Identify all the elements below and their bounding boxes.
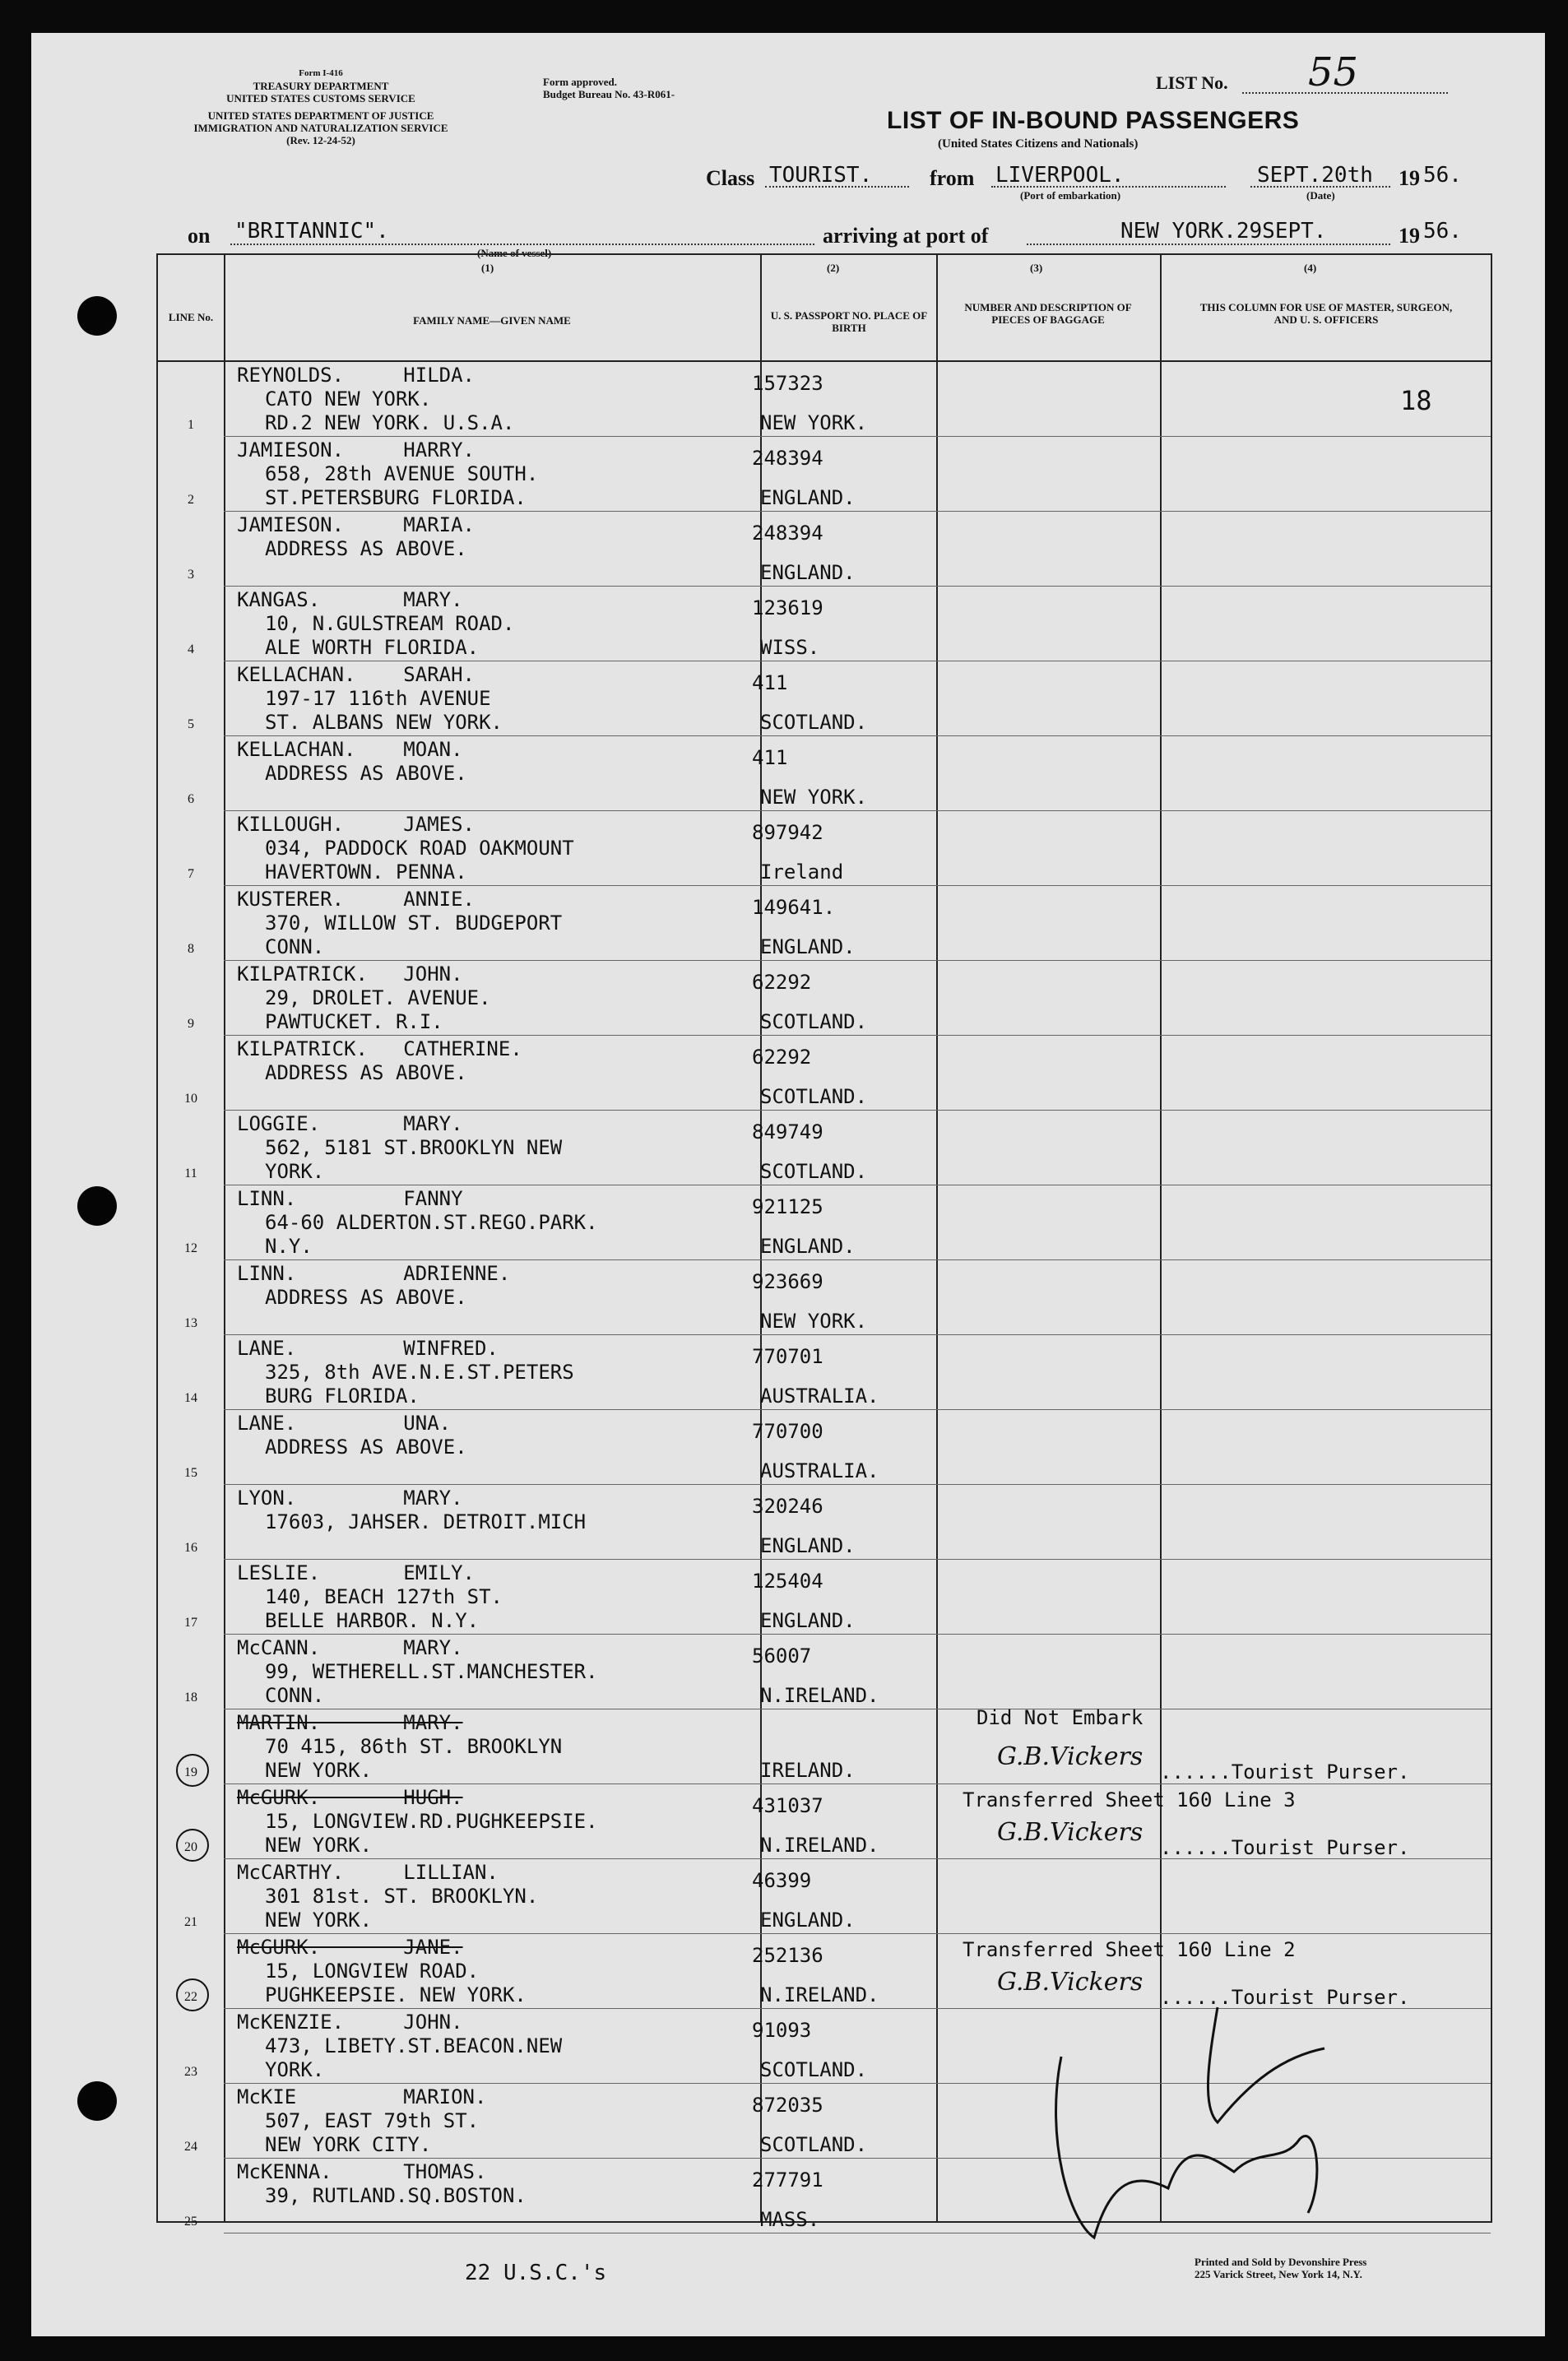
address-line2: ST. ALBANS NEW YORK. [265, 711, 503, 734]
line-number: 19 [184, 1765, 197, 1779]
passenger-name: McCARTHY. LILLIAN. [237, 1861, 499, 1884]
line-number: 8 [188, 942, 194, 956]
col-header-baggage: NUMBER AND DESCRIPTION OF PIECES OF BAGGAGE [964, 301, 1132, 326]
passport-number: 46399 [752, 1869, 812, 1892]
place-of-birth: ENGLAND. [760, 561, 856, 584]
year2-prefix: 19 [1399, 224, 1420, 248]
place-of-birth: SCOTLAND. [760, 1160, 868, 1183]
col-num-3: (3) [1030, 262, 1043, 274]
passport-number: 123619 [752, 596, 823, 619]
officer-mark: 18 [1400, 385, 1432, 416]
line-number: 15 [184, 1466, 197, 1480]
arriving-label: arriving at port of [823, 224, 989, 248]
passenger-name: McCANN. MARY. [237, 1636, 463, 1659]
passport-number: 411 [752, 746, 788, 769]
form-id: Form I-416 [299, 68, 343, 78]
passenger-name: KANGAS. MARY. [237, 588, 463, 611]
printer-line2: 225 Varick Street, New York 14, N.Y. [1195, 2268, 1362, 2280]
line-number: 7 [188, 867, 194, 881]
address-line2: BELLE HARBOR. N.Y. [265, 1609, 480, 1632]
passenger-name: McKENNA. THOMAS. [237, 2160, 487, 2183]
arrival-port-value: NEW YORK.29SEPT. [1120, 219, 1327, 244]
line-number: 22 [184, 1990, 197, 2004]
place-of-birth: ENGLAND. [760, 1235, 856, 1258]
place-of-birth: Ireland [760, 860, 844, 884]
class-label: Class [706, 166, 755, 190]
purser-title: ......Tourist Purser. [1160, 1760, 1410, 1784]
list-no-label: LIST No. [1156, 72, 1228, 93]
passport-number: 770700 [752, 1420, 823, 1443]
address-line1: 70 415, 86th ST. BROOKLYN [265, 1735, 563, 1758]
address-line1: 99, WETHERELL.ST.MANCHESTER. [265, 1660, 598, 1683]
form-approved: Form approved. [543, 76, 618, 88]
line-number: 1 [188, 418, 194, 432]
line-number: 14 [184, 1391, 197, 1405]
passport-number: 248394 [752, 447, 823, 470]
on-label: on [188, 224, 211, 248]
passenger-name: McGURK. HUGH. [237, 1786, 463, 1809]
passenger-name: KUSTERER. ANNIE. [237, 888, 475, 911]
address-line1: ADDRESS AS ABOVE. [265, 762, 467, 785]
address-line2: PAWTUCKET. R.I. [265, 1010, 443, 1033]
passenger-name: LOGGIE. MARY. [237, 1112, 463, 1135]
address-line1: 507, EAST 79th ST. [265, 2109, 480, 2132]
passenger-name: McKIE MARION. [237, 2085, 487, 2108]
col-num-2: (2) [827, 262, 840, 274]
purser-signature: G.B.Vickers [997, 1818, 1144, 1847]
line-number: 25 [184, 2215, 197, 2229]
address-line1: ADDRESS AS ABOVE. [265, 1061, 467, 1084]
passport-number: 157323 [752, 372, 823, 395]
place-of-birth: IRELAND. [760, 1759, 856, 1782]
address-line1: ADDRESS AS ABOVE. [265, 1436, 467, 1459]
passenger-name: KILPATRICK. JOHN. [237, 962, 463, 986]
line-number: 9 [188, 1017, 194, 1031]
address-line1: 17603, JAHSER. DETROIT.MICH [265, 1510, 587, 1533]
port-embarkation-caption: (Port of embarkation) [1020, 189, 1121, 202]
address-line2: ST.PETERSBURG FLORIDA. [265, 486, 527, 509]
purser-signature: G.B.Vickers [997, 1742, 1144, 1771]
note-transferred-line3: Transferred Sheet 160 Line 3 [963, 1788, 1296, 1811]
place-of-birth: ENGLAND. [760, 1909, 856, 1932]
place-of-birth: ENGLAND. [760, 1534, 856, 1557]
year-value: 56. [1423, 163, 1462, 188]
address-line1: 301 81st. ST. BROOKLYN. [265, 1885, 539, 1908]
col-num-4: (4) [1304, 262, 1317, 274]
line-number: 20 [184, 1840, 197, 1854]
purser-title: ......Tourist Purser. [1160, 1836, 1410, 1859]
printer-line1: Printed and Sold by Devonshire Press [1195, 2256, 1367, 2268]
line-number: 17 [184, 1616, 197, 1630]
place-of-birth: NEW YORK. [760, 411, 868, 434]
address-line1: 034, PADDOCK ROAD OAKMOUNT [265, 837, 574, 860]
address-line2: NEW YORK CITY. [265, 2133, 432, 2156]
passenger-name: LINN. FANNY [237, 1187, 463, 1210]
line-number: 11 [184, 1167, 197, 1180]
place-of-birth: ENGLAND. [760, 935, 856, 958]
list-no-value: 55 [1308, 49, 1359, 95]
vessel-caption: (Name of vessel) [477, 247, 552, 259]
address-line1: 29, DROLET. AVENUE. [265, 986, 491, 1009]
line-number: 3 [188, 568, 194, 582]
form-revision: (Rev. 12-24-52) [286, 134, 355, 146]
address-line2: YORK. [265, 2058, 325, 2081]
place-of-birth: SCOTLAND. [760, 711, 868, 734]
address-line1: 15, LONGVIEW ROAD. [265, 1960, 480, 1983]
note-did-not-embark: Did Not Embark [977, 1706, 1144, 1729]
passport-number: 320246 [752, 1495, 823, 1518]
place-of-birth: NEW YORK. [760, 786, 868, 809]
address-line2: N.Y. [265, 1235, 313, 1258]
passport-number: 252136 [752, 1944, 823, 1967]
passport-number: 277791 [752, 2169, 823, 2192]
passenger-name: REYNOLDS. HILDA. [237, 364, 475, 387]
passport-number: 62292 [752, 971, 812, 994]
address-line1: 370, WILLOW ST. BUDGEPORT [265, 911, 563, 935]
place-of-birth: ENGLAND. [760, 486, 856, 509]
agency-treasury: TREASURY DEPARTMENT [253, 80, 389, 92]
col-header-line-no: LINE No. [168, 311, 214, 323]
from-label: from [930, 166, 975, 190]
address-line1: ADDRESS AS ABOVE. [265, 537, 467, 560]
port-of-embarkation-value: LIVERPOOL. [995, 163, 1125, 188]
col-header-officers: THIS COLUMN FOR USE OF MASTER, SURGEON, AND U. S. OFFICERS [1199, 301, 1453, 326]
line-number: 16 [184, 1541, 197, 1555]
total-us-citizens: 22 U.S.C.'s [465, 2261, 607, 2285]
col-header-passport: U. S. PASSPORT NO. PLACE OF BIRTH [770, 309, 928, 334]
place-of-birth: MASS. [760, 2208, 820, 2231]
vessel-col-num: (1) [481, 262, 494, 274]
year2-value: 56. [1423, 219, 1462, 244]
document-title: LIST OF IN-BOUND PASSENGERS [887, 107, 1300, 134]
passenger-name: MARTIN. MARY. [237, 1711, 463, 1734]
address-line2: BURG FLORIDA. [265, 1385, 420, 1408]
passport-number: 125404 [752, 1570, 823, 1593]
address-line2: RD.2 NEW YORK. U.S.A. [265, 411, 515, 434]
line-number: 4 [188, 642, 194, 656]
line-number: 6 [188, 792, 194, 806]
line-number: 10 [184, 1092, 197, 1106]
address-line1: 325, 8th AVE.N.E.ST.PETERS [265, 1361, 574, 1384]
passport-number: 849749 [752, 1120, 823, 1143]
budget-bureau: Budget Bureau No. 43-R061- [543, 88, 675, 100]
address-line2: CONN. [265, 1684, 325, 1707]
address-line1: 473, LIBETY.ST.BEACON.NEW [265, 2034, 563, 2057]
place-of-birth: SCOTLAND. [760, 2133, 868, 2156]
passenger-name: LYON. MARY. [237, 1487, 463, 1510]
agency-customs: UNITED STATES CUSTOMS SERVICE [226, 92, 415, 104]
passenger-name: LANE. WINFRED. [237, 1337, 499, 1360]
place-of-birth: WISS. [760, 636, 820, 659]
address-line2: YORK. [265, 1160, 325, 1183]
passenger-name: KILLOUGH. JAMES. [237, 813, 475, 836]
passenger-name: LINN. ADRIENNE. [237, 1262, 511, 1285]
class-value: TOURIST. [769, 163, 873, 188]
passenger-name: LANE. UNA. [237, 1412, 452, 1435]
passport-number: 248394 [752, 522, 823, 545]
year-prefix: 19 [1399, 166, 1420, 190]
place-of-birth: NEW YORK. [760, 1310, 868, 1333]
address-line1: 658, 28th AVENUE SOUTH. [265, 462, 539, 485]
place-of-birth: AUSTRALIA. [760, 1459, 879, 1482]
passport-number: 62292 [752, 1046, 812, 1069]
passport-number: 149641. [752, 896, 836, 919]
address-line1: 140, BEACH 127th ST. [265, 1585, 503, 1608]
line-number: 24 [184, 2140, 197, 2154]
address-line1: 15, LONGVIEW.RD.PUGHKEEPSIE. [265, 1810, 598, 1833]
place-of-birth: N.IRELAND. [760, 1684, 879, 1707]
passport-number: 56007 [752, 1644, 812, 1668]
vessel-name-value: "BRITANNIC". [234, 219, 389, 244]
address-line1: 64-60 ALDERTON.ST.REGO.PARK. [265, 1211, 598, 1234]
passport-number: 872035 [752, 2094, 823, 2117]
passport-number: 923669 [752, 1270, 823, 1293]
address-line2: NEW YORK. [265, 1909, 373, 1932]
address-line1: ADDRESS AS ABOVE. [265, 1286, 467, 1309]
address-line2: HAVERTOWN. PENNA. [265, 860, 467, 884]
note-transferred-line2: Transferred Sheet 160 Line 2 [963, 1938, 1296, 1961]
line-number: 18 [184, 1691, 197, 1705]
passport-number: 897942 [752, 821, 823, 844]
departure-date-value: SEPT.20th [1257, 163, 1373, 188]
line-number: 23 [184, 2065, 197, 2079]
line-number: 21 [184, 1915, 197, 1929]
passenger-name: KILPATRICK. CATHERINE. [237, 1037, 522, 1060]
passenger-name: KELLACHAN. SARAH. [237, 663, 475, 686]
passenger-name: McGURK. JANE. [237, 1936, 463, 1959]
passport-number: 91093 [752, 2019, 812, 2042]
address-line2: PUGHKEEPSIE. NEW YORK. [265, 1983, 527, 2006]
passport-number: 921125 [752, 1195, 823, 1218]
place-of-birth: N.IRELAND. [760, 1834, 879, 1857]
address-line1: CATO NEW YORK. [265, 387, 432, 411]
purser-signature: G.B.Vickers [997, 1968, 1144, 1997]
printer-imprint [1195, 2256, 1366, 2280]
place-of-birth: ENGLAND. [760, 1609, 856, 1632]
place-of-birth: SCOTLAND. [760, 1085, 868, 1108]
address-line2: NEW YORK. [265, 1834, 373, 1857]
address-line1: 562, 5181 ST.BROOKLYN NEW [265, 1136, 563, 1159]
line-number: 13 [184, 1316, 197, 1330]
date-caption: (Date) [1306, 189, 1335, 202]
place-of-birth: SCOTLAND. [760, 1010, 868, 1033]
place-of-birth: N.IRELAND. [760, 1983, 879, 2006]
address-line1: 197-17 116th AVENUE [265, 687, 491, 710]
passport-number: 411 [752, 671, 788, 694]
address-line2: ALE WORTH FLORIDA. [265, 636, 480, 659]
agency-justice: UNITED STATES DEPARTMENT OF JUSTICE [207, 109, 434, 122]
passenger-name: KELLACHAN. MOAN. [237, 738, 463, 761]
passport-number: 770701 [752, 1345, 823, 1368]
line-number: 2 [188, 493, 194, 507]
line-number: 12 [184, 1241, 197, 1255]
purser-title: ......Tourist Purser. [1160, 1986, 1410, 2009]
passport-number: 431037 [752, 1794, 823, 1817]
place-of-birth: SCOTLAND. [760, 2058, 868, 2081]
agency-ins: IMMIGRATION AND NATURALIZATION SERVICE [193, 122, 448, 134]
address-line2: CONN. [265, 935, 325, 958]
passenger-name: McKENZIE. JOHN. [237, 2011, 463, 2034]
col-header-family-name: FAMILY NAME—GIVEN NAME [413, 314, 571, 327]
address-line2: NEW YORK. [265, 1759, 373, 1782]
passenger-name: JAMIESON. MARIA. [237, 513, 475, 536]
document-subtitle: (United States Citizens and Nationals) [938, 137, 1139, 151]
passenger-name: JAMIESON. HARRY. [237, 438, 475, 462]
address-line1: 10, N.GULSTREAM ROAD. [265, 612, 515, 635]
place-of-birth: AUSTRALIA. [760, 1385, 879, 1408]
passenger-name: LESLIE. EMILY. [237, 1561, 475, 1584]
address-line1: 39, RUTLAND.SQ.BOSTON. [265, 2184, 527, 2207]
line-number: 5 [188, 717, 194, 731]
